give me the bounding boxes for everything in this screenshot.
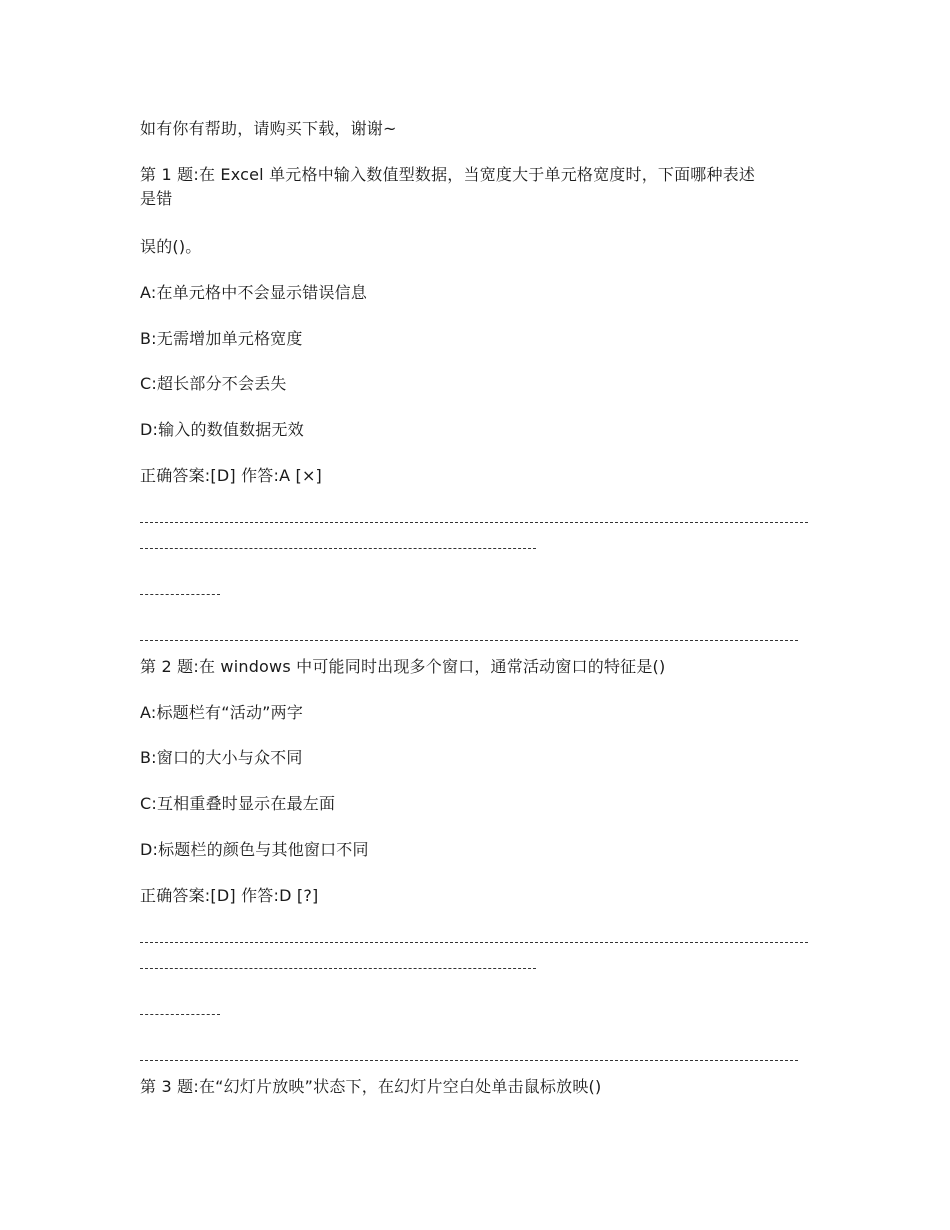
- question-2-answer: 正确答案:[D] 作答:D [?]: [140, 886, 319, 905]
- separator: [140, 942, 808, 943]
- question-3-title: 第 3 题:在“幻灯片放映”状态下，在幻灯片空白处单击鼠标放映(): [140, 1077, 602, 1096]
- separator: [140, 640, 798, 641]
- separator: [140, 1014, 220, 1015]
- question-1-option-c: C:超长部分不会丢失: [140, 374, 287, 393]
- separator: [140, 1060, 798, 1061]
- separator: [140, 548, 536, 549]
- question-2-option-b: B:窗口的大小与众不同: [140, 748, 303, 767]
- question-2-option-a: A:标题栏有“活动”两字: [140, 703, 304, 722]
- question-1-option-a: A:在单元格中不会显示错误信息: [140, 283, 368, 302]
- download-note: 如有你有帮助，请购买下载，谢谢~: [140, 119, 397, 138]
- question-2-option-d: D:标题栏的颜色与其他窗口不同: [140, 840, 369, 859]
- separator: [140, 968, 536, 969]
- separator: [140, 522, 808, 523]
- question-2-title: 第 2 题:在 windows 中可能同时出现多个窗口，通常活动窗口的特征是(): [140, 657, 666, 676]
- question-1-answer: 正确答案:[D] 作答:A [×]: [140, 466, 322, 485]
- question-1-title-cont: 误的()。: [140, 237, 202, 256]
- separator: [140, 594, 220, 595]
- question-1-option-d: D:输入的数值数据无效: [140, 420, 304, 439]
- question-2-option-c: C:互相重叠时显示在最左面: [140, 794, 336, 813]
- question-1-option-b: B:无需增加单元格宽度: [140, 329, 303, 348]
- question-1-title: 第 1 题:在 Excel 单元格中输入数值型数据，当宽度大于单元格宽度时，下面哪种表述 是错: [140, 165, 756, 208]
